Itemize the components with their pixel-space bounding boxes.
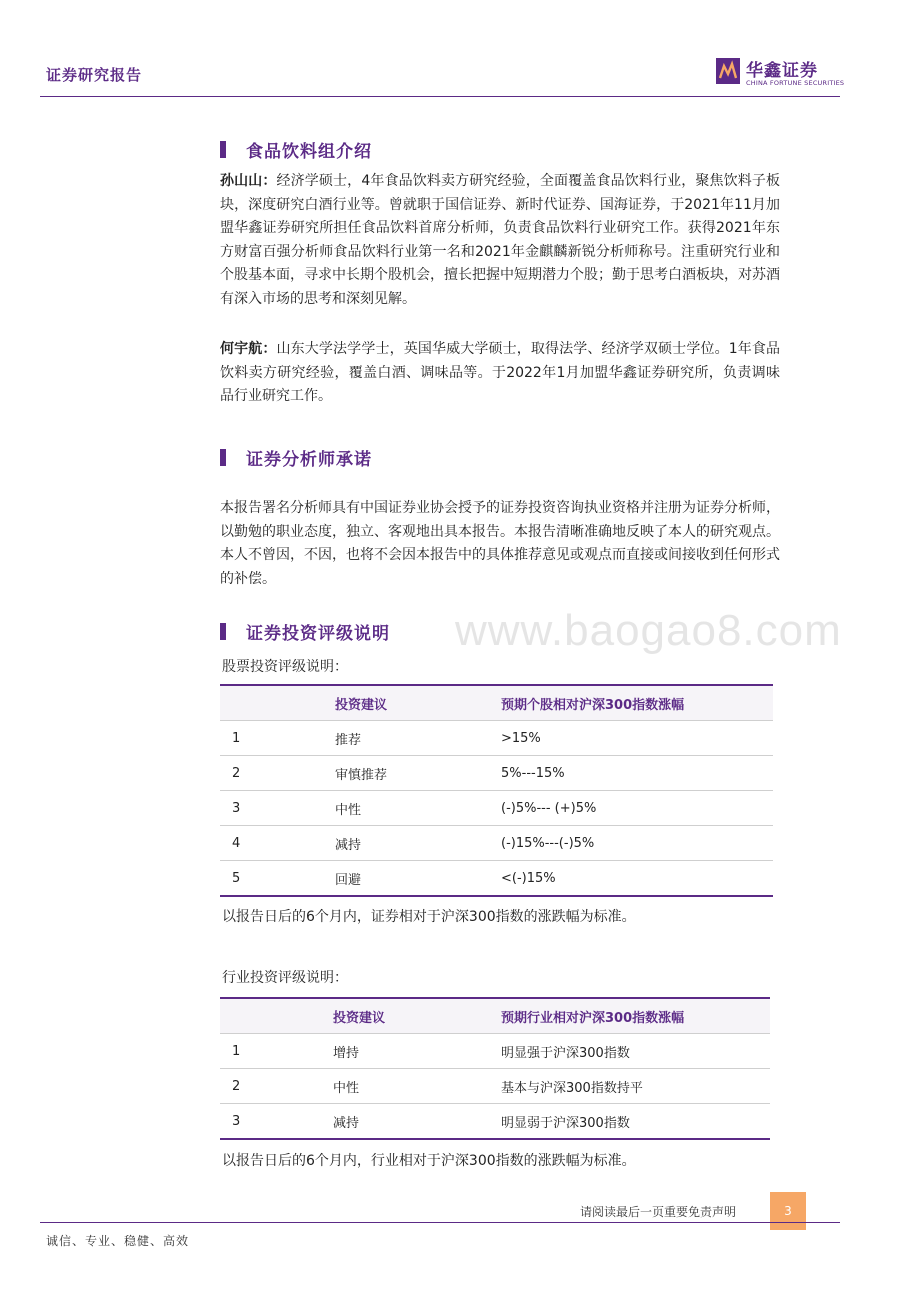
analyst2-bio — [220, 338, 780, 409]
industry-rating-table — [220, 997, 770, 1140]
table-row — [220, 756, 773, 791]
header-divider — [40, 96, 840, 97]
table-cell: 1 — [220, 1034, 333, 1069]
table-cell: 2 — [220, 1069, 333, 1104]
table-header-row — [220, 998, 770, 1034]
table-cell: 2 — [220, 756, 335, 791]
analyst1-bio — [220, 170, 780, 311]
table-cell: 3 — [220, 1104, 333, 1140]
commitment-section-title: 证券分析师承诺 — [246, 449, 372, 470]
header-cell — [220, 685, 335, 721]
analyst1-bio-text: 经济学硕士，4年食品饮料卖方研究经验，全面覆盖食品饮料行业，聚焦饮料子板块，深度研究白酒行业等。曾就职于国信证券、新时代证券、国海证券，于2021年11月加盟华鑫证券研究所担任食品饮料首席分析师，负责食品饮料行业研究工作。获得2021年东方财富百强分析师食品饮料行业第一名和2021年金麒麟新锐分析师称号。注重研究行业和个股基本面，寻求中长期个股机会，擅长把握中短期潜力个股；勤于思考白酒板块，对苏酒有深入市场的思考和深刻见解。 — [220, 173, 781, 307]
report-type-title: 证券研究报告 — [46, 66, 143, 84]
logo-subtitle: CHINA FORTUNE SECURITIES — [746, 79, 845, 87]
footer-motto: 诚信、专业、稳健、高效 — [46, 1234, 190, 1248]
table-header-row — [220, 685, 773, 721]
company-logo — [716, 56, 845, 92]
header-cell: 投资建议 — [335, 697, 388, 713]
table-cell: 5 — [220, 861, 335, 897]
table-cell: <(-)15% — [501, 861, 773, 897]
header-cell: 投资建议 — [333, 1010, 386, 1026]
table-row — [220, 1069, 770, 1104]
table-cell: 减持 — [335, 826, 501, 861]
analyst1-name: 孙山山： — [220, 173, 277, 189]
watermark: www.baogao8.com — [455, 606, 842, 655]
table-row — [220, 1104, 770, 1140]
header-cell: 预期行业相对沪深300指数涨幅 — [501, 1010, 685, 1026]
disclaimer-notice: 请阅读最后一页重要免责声明 — [580, 1205, 737, 1219]
header-cell: 预期个股相对沪深300指数涨幅 — [501, 697, 685, 713]
table-row — [220, 826, 773, 861]
table-cell: 基本与沪深300指数持平 — [501, 1069, 770, 1104]
analyst2-name: 何宇航： — [220, 341, 277, 357]
table-cell: 明显弱于沪深300指数 — [501, 1104, 770, 1140]
table-cell: 明显强于沪深300指数 — [501, 1034, 770, 1069]
table-row — [220, 791, 773, 826]
rating-section-title: 证券投资评级说明 — [246, 623, 390, 644]
analyst2-bio-text: 山东大学法学学士，英国华威大学硕士，取得法学、经济学双硕士学位。1年食品饮料卖方研究经验，覆盖白酒、调味品等。于2022年1月加盟华鑫证券研究所，负责调味品行业研究工作。 — [220, 341, 781, 404]
page-number: 3 — [770, 1192, 806, 1230]
section-marker — [220, 623, 226, 640]
table-cell: 3 — [220, 791, 335, 826]
table-cell: 推荐 — [335, 721, 501, 756]
table-cell: 1 — [220, 721, 335, 756]
table-cell: 5%---15% — [501, 756, 773, 791]
commitment-section-heading — [220, 444, 372, 470]
table-cell: 中性 — [335, 791, 501, 826]
table-row — [220, 721, 773, 756]
logo-mark-icon — [716, 58, 740, 84]
table-cell: 中性 — [333, 1069, 501, 1104]
team-section-heading — [220, 136, 372, 162]
stock-rating-note: 以报告日后的6个月内，证券相对于沪深300指数的涨跌幅为标准。 — [222, 909, 636, 925]
stock-rating-intro: 股票投资评级说明： — [222, 659, 348, 675]
table-cell: 增持 — [333, 1034, 501, 1069]
table-cell: 4 — [220, 826, 335, 861]
commitment-text: 本报告署名分析师具有中国证券业协会授予的证券投资咨询执业资格并注册为证券分析师，以勤勉的职业态度，独立、客观地出具本报告。本报告清晰准确地反映了本人的研究观点。本人不曾因，不因，也将不会因本报告中的具体推荐意见或观点而直接或间接收到任何形式的补偿。 — [220, 500, 780, 587]
table-cell: >15% — [501, 721, 773, 756]
team-section-title: 食品饮料组介绍 — [246, 141, 372, 162]
section-marker — [220, 449, 226, 466]
section-marker — [220, 141, 226, 158]
logo-name: 华鑫证券 — [746, 61, 818, 81]
table-row — [220, 1034, 770, 1069]
table-cell: 回避 — [335, 861, 501, 897]
header-cell — [220, 998, 333, 1034]
industry-rating-note: 以报告日后的6个月内，行业相对于沪深300指数的涨跌幅为标准。 — [222, 1153, 636, 1169]
table-cell: 审慎推荐 — [335, 756, 501, 791]
stock-rating-table — [220, 684, 773, 897]
table-row — [220, 861, 773, 897]
table-cell: 减持 — [333, 1104, 501, 1140]
rating-section-heading — [220, 618, 390, 644]
table-cell: (-)15%---(-)5% — [501, 826, 773, 861]
table-cell: (-)5%--- (+)5% — [501, 791, 773, 826]
industry-rating-intro: 行业投资评级说明： — [222, 970, 348, 986]
footer-divider — [40, 1222, 840, 1223]
